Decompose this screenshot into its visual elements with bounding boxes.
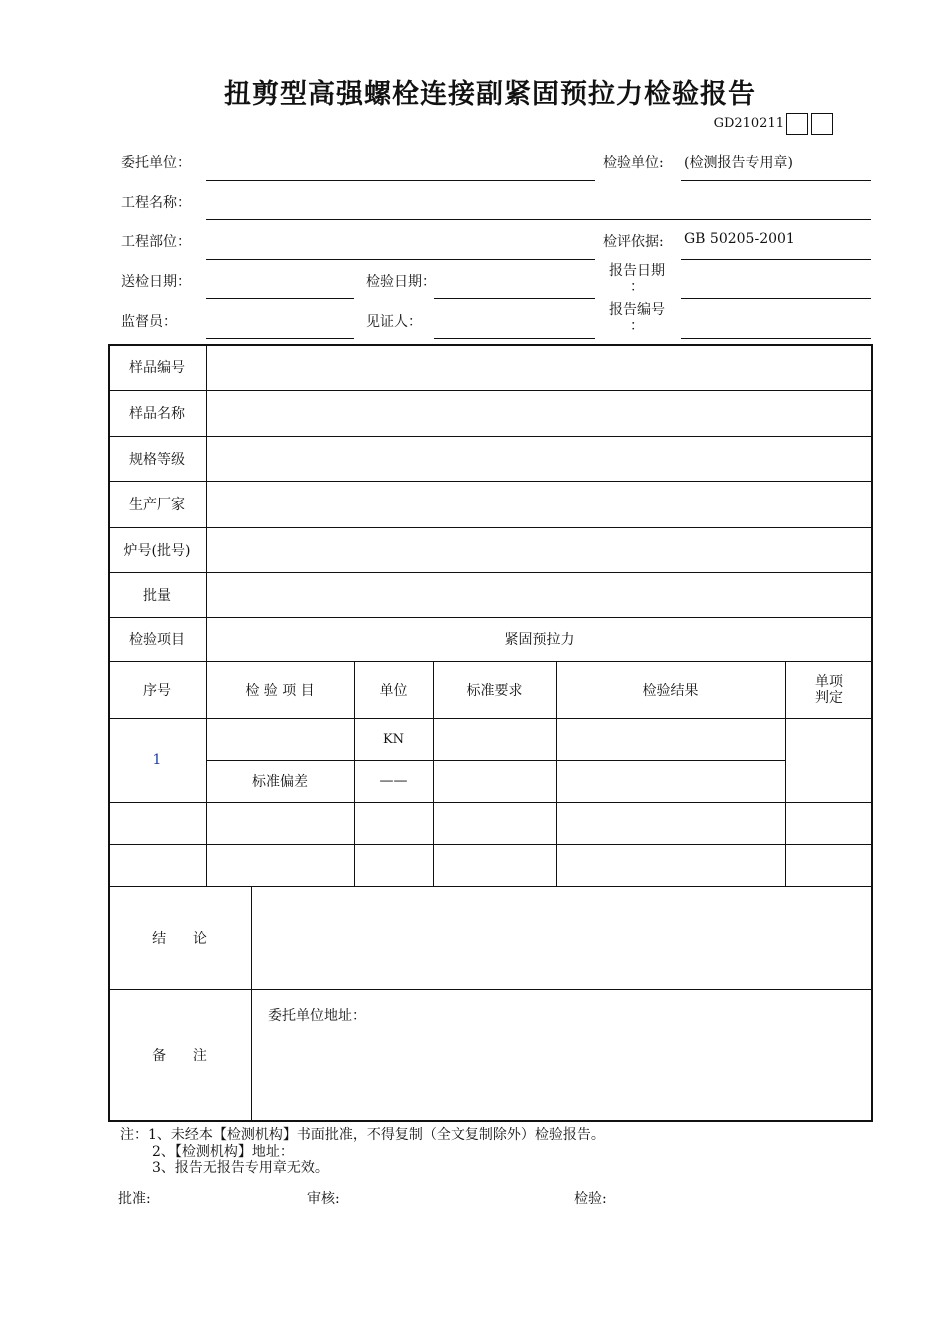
test-item-label: 检验项目 [129, 632, 185, 648]
row1-result-a-input[interactable] [557, 719, 785, 760]
client-field[interactable] [206, 180, 595, 181]
conclusion-label: 结 论 [152, 930, 207, 947]
project-part-label: 工程部位： [121, 234, 191, 250]
spec-grade-label: 规格等级 [129, 451, 185, 468]
col-header-unit: 单位 [379, 682, 408, 699]
submit-date-label: 送检日期： [121, 274, 191, 290]
col-header-judge-line2: 判定 [815, 689, 843, 706]
heat-no-input[interactable] [207, 528, 871, 572]
report-no-label-text: 报告编号 [609, 302, 665, 318]
sample-no-label: 样品编号 [129, 360, 185, 376]
row1-standard-b-input[interactable] [434, 761, 556, 802]
manufacturer-input[interactable] [207, 482, 871, 527]
sample-name-input[interactable] [207, 391, 871, 436]
basis-label: 检评依据: [603, 234, 664, 250]
spec-grade-input[interactable] [207, 437, 871, 481]
client-label: 委托单位： [121, 155, 191, 171]
report-no-colon: ： [630, 318, 644, 334]
review-label: 审核: [307, 1191, 340, 1207]
col-header-judge [785, 661, 873, 718]
report-title: 扭剪型高强螺栓连接副紧固预拉力检验报告 [224, 79, 756, 110]
project-name-field[interactable] [206, 219, 871, 220]
report-date-colon: ： [630, 279, 644, 295]
witness-label: 见证人： [366, 314, 422, 330]
test-date-field[interactable] [434, 298, 595, 299]
note-3: 3、报告无报告专用章无效。 [152, 1160, 329, 1176]
row1-unit-a: KN [382, 731, 405, 747]
row1-judge-input[interactable] [786, 719, 871, 802]
note-2: 2、【检测机构】地址： [152, 1144, 294, 1160]
row1-unit-b: —— [379, 773, 408, 789]
sample-no-input[interactable] [207, 346, 871, 390]
col-header-seq: 序号 [143, 682, 171, 699]
report-no-field[interactable] [681, 338, 871, 339]
report-date-label-text: 报告日期 [609, 263, 665, 279]
witness-field[interactable] [434, 338, 595, 339]
heat-no-label: 炉号(批号) [123, 542, 191, 559]
sample-name-label: 样品名称 [129, 406, 185, 422]
project-name-label: 工程名称： [121, 195, 191, 211]
basis-field[interactable] [681, 259, 871, 260]
row1-result-b-input[interactable] [557, 761, 785, 802]
test-date-label: 检验日期： [366, 274, 436, 290]
col-header-item: 检 验 项 目 [245, 682, 315, 699]
testing-unit-value: (检测报告专用章) [684, 155, 793, 171]
empty-row-3[interactable] [109, 845, 871, 886]
submit-date-field[interactable] [206, 298, 354, 299]
row1-standard-a-input[interactable] [434, 719, 556, 760]
batch-label: 批量 [143, 587, 171, 604]
code-box-2[interactable] [811, 113, 833, 135]
supervisor-label: 监督员： [121, 314, 177, 330]
batch-input[interactable] [207, 573, 871, 617]
remarks-label: 备 注 [152, 1048, 207, 1064]
note-1: 注：1、未经本【检测机构】书面批准，不得复制（全文复制除外）检验报告。 [120, 1127, 605, 1143]
inspect-label: 检验: [574, 1191, 607, 1207]
manufacturer-label: 生产厂家 [129, 497, 185, 513]
row1-item-a-input[interactable] [207, 719, 354, 760]
empty-row-2[interactable] [109, 803, 871, 844]
form-code: GD210211 [713, 116, 784, 131]
report-date-label [606, 263, 668, 295]
basis-value: GB 50205-2001 [684, 231, 795, 247]
col-header-standard: 标准要求 [466, 682, 523, 699]
testing-unit-label: 检验单位: [603, 155, 664, 171]
conclusion-input[interactable] [252, 887, 871, 989]
project-part-field[interactable] [206, 259, 595, 260]
supervisor-field[interactable] [206, 338, 354, 339]
code-box-1[interactable] [786, 113, 808, 135]
row1-seq: 1 [152, 752, 162, 768]
col-header-judge-line1: 单项 [815, 673, 843, 690]
approve-label: 批准: [118, 1191, 151, 1207]
report-no-label [606, 302, 668, 334]
col-header-result: 检验结果 [642, 682, 699, 699]
remarks-content: 委托单位地址： [268, 1008, 366, 1024]
report-date-field[interactable] [681, 298, 871, 299]
test-item-value: 紧固预拉力 [504, 632, 575, 648]
row1-item-b: 标准偏差 [252, 774, 308, 790]
testing-unit-field[interactable] [681, 180, 871, 181]
